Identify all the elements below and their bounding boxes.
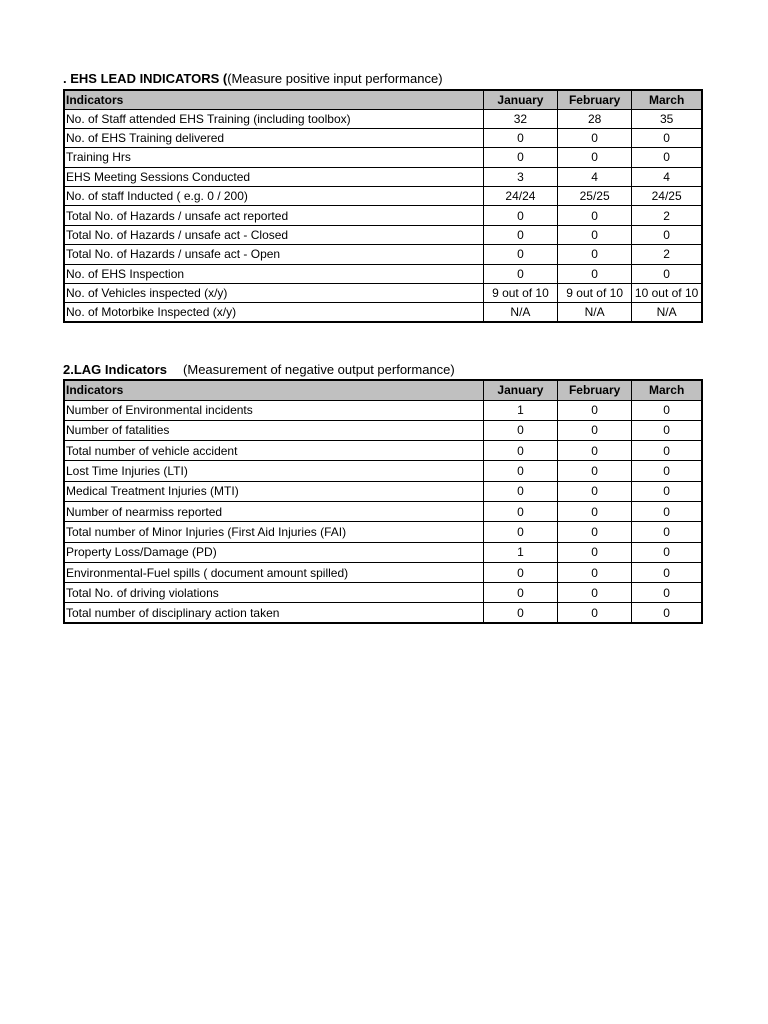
march-cell: 0: [632, 400, 702, 420]
table-row: [64, 562, 702, 582]
table-header-row: [64, 380, 702, 400]
header-january: January: [483, 90, 557, 109]
lag-title-rest: (Measurement of negative output performance): [183, 362, 455, 377]
header-february: February: [558, 380, 632, 400]
february-cell: 0: [558, 542, 632, 562]
indicator-cell: No. of staff Inducted ( e.g. 0 / 200): [64, 187, 483, 206]
february-cell: 0: [558, 583, 632, 603]
indicator-cell: No. of EHS Inspection: [64, 264, 483, 283]
lead-title-bold: . EHS LEAD INDICATORS (: [63, 71, 228, 86]
indicator-cell: No. of Motorbike Inspected (x/y): [64, 303, 483, 322]
lag-indicators-table: [63, 379, 703, 624]
february-cell: 0: [558, 420, 632, 440]
indicator-cell: Total number of disciplinary action taken: [64, 603, 483, 623]
march-cell: 0: [632, 542, 702, 562]
indicator-cell: Property Loss/Damage (PD): [64, 542, 483, 562]
march-cell: 0: [632, 583, 702, 603]
february-cell: 0: [558, 206, 632, 225]
january-cell: 9 out of 10: [483, 284, 557, 303]
march-cell: 4: [632, 167, 702, 186]
indicator-cell: No. of Vehicles inspected (x/y): [64, 284, 483, 303]
indicator-cell: Medical Treatment Injuries (MTI): [64, 481, 483, 501]
lead-table-body: [64, 109, 702, 322]
table-row: [64, 225, 702, 244]
table-row: [64, 522, 702, 542]
header-indicators: Indicators: [64, 380, 483, 400]
indicator-cell: No. of EHS Training delivered: [64, 128, 483, 147]
february-cell: 0: [558, 562, 632, 582]
march-cell: 0: [632, 461, 702, 481]
table-row: [64, 603, 702, 623]
february-cell: 0: [558, 481, 632, 501]
march-cell: 0: [632, 481, 702, 501]
table-row: [64, 128, 702, 147]
header-january: January: [483, 380, 557, 400]
january-cell: 0: [483, 148, 557, 167]
header-indicators: Indicators: [64, 90, 483, 109]
indicator-cell: No. of Staff attended EHS Training (including toolbox): [64, 109, 483, 128]
table-row: [64, 542, 702, 562]
february-cell: 0: [558, 603, 632, 623]
lead-title-rest: (Measure positive input performance): [227, 71, 443, 86]
january-cell: N/A: [483, 303, 557, 322]
february-cell: 9 out of 10: [558, 284, 632, 303]
indicator-cell: Total No. of driving violations: [64, 583, 483, 603]
january-cell: 0: [483, 441, 557, 461]
lag-title-bold: 2.LAG Indicators: [63, 362, 168, 377]
indicator-cell: Training Hrs: [64, 148, 483, 167]
header-march: March: [632, 90, 702, 109]
january-cell: 0: [483, 225, 557, 244]
table-row: [64, 187, 702, 206]
february-cell: 0: [558, 501, 632, 521]
january-cell: 0: [483, 245, 557, 264]
february-cell: 0: [558, 264, 632, 283]
table-row: [64, 583, 702, 603]
january-cell: 0: [483, 603, 557, 623]
indicator-cell: Environmental-Fuel spills ( document amount spilled): [64, 562, 483, 582]
february-cell: 0: [558, 461, 632, 481]
january-cell: 0: [483, 522, 557, 542]
indicator-cell: Number of nearmiss reported: [64, 501, 483, 521]
lead-indicators-heading: [63, 71, 443, 87]
march-cell: 2: [632, 206, 702, 225]
march-cell: 0: [632, 522, 702, 542]
january-cell: 0: [483, 128, 557, 147]
table-row: [64, 284, 702, 303]
march-cell: 35: [632, 109, 702, 128]
february-cell: N/A: [558, 303, 632, 322]
march-cell: 0: [632, 562, 702, 582]
table-row: [64, 245, 702, 264]
january-cell: 0: [483, 420, 557, 440]
february-cell: 0: [558, 441, 632, 461]
february-cell: 0: [558, 400, 632, 420]
january-cell: 0: [483, 461, 557, 481]
january-cell: 1: [483, 400, 557, 420]
january-cell: 0: [483, 501, 557, 521]
table-row: [64, 109, 702, 128]
february-cell: 0: [558, 148, 632, 167]
header-march: March: [632, 380, 702, 400]
february-cell: 4: [558, 167, 632, 186]
march-cell: 0: [632, 603, 702, 623]
march-cell: 10 out of 10: [632, 284, 702, 303]
table-row: [64, 148, 702, 167]
table-row: [64, 420, 702, 440]
march-cell: 0: [632, 441, 702, 461]
march-cell: 0: [632, 128, 702, 147]
indicator-cell: Lost Time Injuries (LTI): [64, 461, 483, 481]
february-cell: 0: [558, 245, 632, 264]
indicator-cell: Total number of vehicle accident: [64, 441, 483, 461]
january-cell: 0: [483, 562, 557, 582]
january-cell: 0: [483, 264, 557, 283]
indicator-cell: Number of Environmental incidents: [64, 400, 483, 420]
indicator-cell: Total No. of Hazards / unsafe act - Closed: [64, 225, 483, 244]
table-header-row: [64, 90, 702, 109]
march-cell: 24/25: [632, 187, 702, 206]
table-row: [64, 501, 702, 521]
lag-indicators-heading: [63, 362, 455, 378]
table-row: [64, 481, 702, 501]
table-row: [64, 461, 702, 481]
february-cell: 28: [558, 109, 632, 128]
march-cell: 0: [632, 420, 702, 440]
indicator-cell: Total No. of Hazards / unsafe act reported: [64, 206, 483, 225]
january-cell: 0: [483, 583, 557, 603]
march-cell: 0: [632, 264, 702, 283]
table-row: [64, 400, 702, 420]
january-cell: 1: [483, 542, 557, 562]
table-row: [64, 206, 702, 225]
january-cell: 0: [483, 206, 557, 225]
header-february: February: [558, 90, 632, 109]
march-cell: 2: [632, 245, 702, 264]
lag-table-body: [64, 400, 702, 623]
indicator-cell: Total No. of Hazards / unsafe act - Open: [64, 245, 483, 264]
lead-indicators-table: [63, 89, 703, 323]
indicator-cell: Total number of Minor Injuries (First Aid Injuries (FAI): [64, 522, 483, 542]
february-cell: 0: [558, 225, 632, 244]
table-row: [64, 264, 702, 283]
table-row: [64, 167, 702, 186]
indicator-cell: EHS Meeting Sessions Conducted: [64, 167, 483, 186]
table-row: [64, 303, 702, 322]
january-cell: 32: [483, 109, 557, 128]
february-cell: 0: [558, 128, 632, 147]
march-cell: 0: [632, 148, 702, 167]
february-cell: 0: [558, 522, 632, 542]
february-cell: 25/25: [558, 187, 632, 206]
january-cell: 0: [483, 481, 557, 501]
march-cell: N/A: [632, 303, 702, 322]
table-row: [64, 441, 702, 461]
indicator-cell: Number of fatalities: [64, 420, 483, 440]
march-cell: 0: [632, 225, 702, 244]
january-cell: 24/24: [483, 187, 557, 206]
january-cell: 3: [483, 167, 557, 186]
march-cell: 0: [632, 501, 702, 521]
